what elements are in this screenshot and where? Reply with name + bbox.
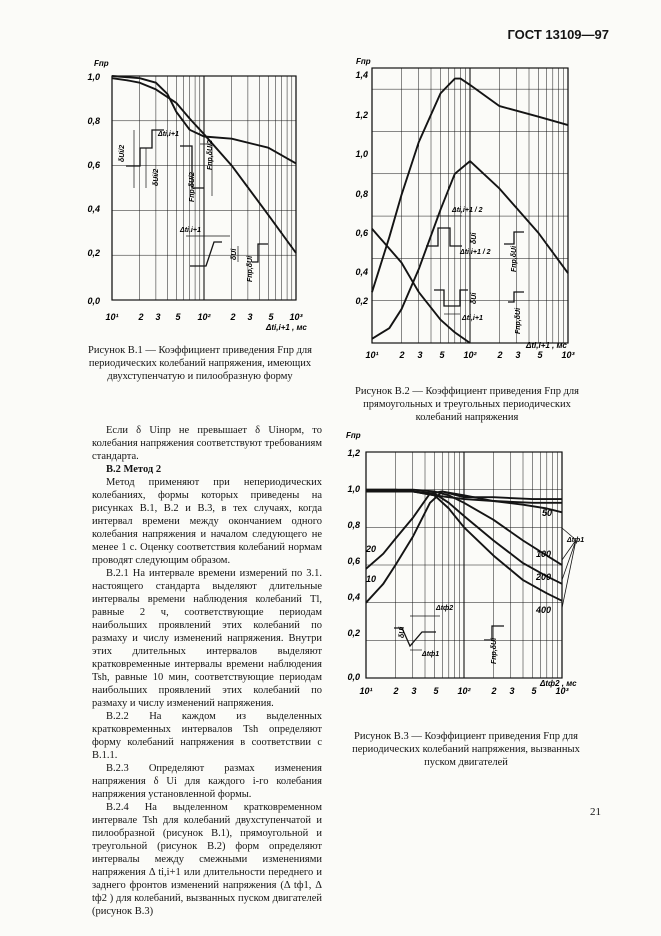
b2-xtick: 2 <box>399 350 405 360</box>
b3-xtick: 10³ <box>555 686 569 696</box>
b3-anno: Δtф1 <box>422 651 440 658</box>
b2-xtick: 3 <box>417 350 423 360</box>
b2-ytick: 1,0 <box>355 149 368 159</box>
b1-xtick: 10¹ <box>105 312 119 322</box>
b2-anno: δUi <box>471 232 478 244</box>
b1-xtick: 3 <box>155 312 161 322</box>
b1-ytick: 0,2 <box>87 248 100 258</box>
paragraph-b24: В.2.4 На выделенном кратковременном интервале Tsh для колебаний двухступенчатой и пилообразной (рисунок В.1), прямоугольной и треугольной (рисунок В.2) форм определяют интервалы между смежными изменениями напряжения Δ ti,i+1 или длительности переднего и заднего фронтов изменений напряжения (Δ tф1, Δ tф2 ) для колебаний, вызванных пуском двигателей (рисунок В.3) <box>92 802 322 917</box>
b3-ytick: 0,6 <box>347 556 360 566</box>
paragraph-b21: В.2.1 На интервале времени измерений по 3.1. настоящего стандарта выделяют длительные интервалы времени наблюдения колебаний Tl, равные 2 ч, соответствующие периодам наибольших проявлений этих колебаний по размаху и числу изменений напряжения. Внутри этих длительных интервалов выделяют кратковременные интервалы времени наблюдения Tsh, равные 10 мин, соответствующие периодам наибольших проявлений этих колебаний по размаху и числу изменений напряжения. <box>92 568 322 709</box>
b2-anno: Δti,i+1 <box>462 315 483 322</box>
b2-xtick: 5 <box>439 350 445 360</box>
figure-b3-xlabel: Δtф2 , мс <box>540 679 577 688</box>
b3-anno: Δtф2 <box>436 605 454 612</box>
figure-b2-xlabel: Δti,i+1 , мс <box>526 341 567 350</box>
figure-b3 <box>344 432 604 722</box>
b3-xtick: 3 <box>411 686 417 696</box>
b3-xtick: 3 <box>509 686 515 696</box>
b2-ytick: 1,2 <box>355 110 368 120</box>
figure-b3-svg <box>344 432 604 722</box>
b1-xtick: 10² <box>197 312 211 322</box>
b3-curve-label: 200 <box>536 572 552 582</box>
b3-curve-label: 400 <box>536 605 552 615</box>
b2-xtick: 5 <box>537 350 543 360</box>
b2-ytick: 0,2 <box>355 296 368 306</box>
b3-ytick: 0,0 <box>347 672 360 682</box>
b1-xtick: 2 <box>230 312 236 322</box>
b1-anno: δUi <box>231 248 238 260</box>
paragraph-method-1: Метод применяют при непериодических колебаниях, формы которых приведены на рисунках В.1, В.2 и В.3, в тех случаях, когда интервал времени между окончанием одного колебания напряжения и началом следующего не менее 1 с. Оценку соответствия колебаний нормам проводят следующим образом. <box>92 477 322 566</box>
b1-anno: Fпр,δU/2 <box>189 172 196 202</box>
b2-anno: δUi <box>471 292 478 304</box>
b2-anno: Δti,i+1 / 2 <box>452 207 483 214</box>
b1-ytick: 0,8 <box>87 116 100 126</box>
b2-xtick: 10² <box>463 350 477 360</box>
b1-ytick: 0,6 <box>87 160 100 170</box>
b1-anno: δUi/2 <box>153 168 160 186</box>
b1-xtick: 10³ <box>289 312 303 322</box>
paragraph-b22: В.2.2 На каждом из выделенных кратковременных интервалов Tsh определяют форму колебаний напряжения в соответствии с В.1.1. <box>92 711 322 761</box>
b2-xtick: 10¹ <box>365 350 379 360</box>
b2-xtick: 3 <box>515 350 521 360</box>
b1-inset-two-step <box>126 130 212 196</box>
b1-anno: Fпр,δUi <box>247 255 254 282</box>
paragraph-b23: В.2.3 Определяют размах изменения напряжения δ Ui для каждого i-го колебания напряжения установленной формы. <box>92 763 322 800</box>
paragraph-intro: Если δ Uiпр не превышает δ Uiнорм, то колебания напряжения соответствуют требованиям стандарта. <box>92 425 322 462</box>
b3-xtick: 10¹ <box>359 686 373 696</box>
figure-b1-ylabel: Fпр <box>94 59 109 68</box>
b3-anno: δUi <box>399 626 406 638</box>
page-number: 21 <box>590 806 601 818</box>
b1-xtick: 5 <box>268 312 274 322</box>
figure-b1-xlabel: Δti,i+1 , мс <box>266 323 307 332</box>
figure-b3-ylabel: Fпр <box>346 431 361 440</box>
b3-xtick: 5 <box>433 686 439 696</box>
b3-ytick: 0,8 <box>347 520 360 530</box>
b1-anno: Δti,i+1 <box>158 131 179 138</box>
b1-xtick: 5 <box>175 312 181 322</box>
figure-b2-svg <box>350 58 590 368</box>
b1-anno: Δti,i+1 <box>180 227 201 234</box>
b2-anno: Fпр,δUi <box>511 245 518 272</box>
figure-b1-caption: Рисунок В.1 — Коэффициент приведения Fпр для периодических колебаний напряжения, имеющих двухступенчатую и пилообразную форму <box>87 345 312 382</box>
b3-curve-label: 100 <box>536 549 552 559</box>
paragraph-method-heading: В.2 Метод 2 <box>106 464 162 475</box>
b2-xtick: 10³ <box>561 350 575 360</box>
b3-curve-label: 50 <box>542 508 553 518</box>
b2-anno: Fпр,δUi <box>515 307 522 334</box>
b3-ytick: 0,2 <box>347 628 360 638</box>
b3-curve-label: 20 <box>366 544 377 554</box>
figure-b2-caption: Рисунок В.2 — Коэффициент приведения Fпр для прямоугольных и треугольных периодических колебаний напряжения <box>354 386 579 423</box>
b2-xtick: 2 <box>497 350 503 360</box>
b3-xtick: 10² <box>457 686 471 696</box>
b3-xtick: 2 <box>491 686 497 696</box>
page-header: ГОСТ 13109—97 <box>507 27 609 42</box>
b1-xtick: 2 <box>138 312 144 322</box>
b3-ytick: 0,4 <box>347 592 360 602</box>
b2-anno: Δti,i+1 / 2 <box>460 249 491 256</box>
b3-xtick: 2 <box>393 686 399 696</box>
b3-curve-label: 10 <box>366 574 377 584</box>
b1-xtick: 3 <box>247 312 253 322</box>
b2-ytick: 0,8 <box>355 189 368 199</box>
b3-xtick: 5 <box>531 686 537 696</box>
figure-b1-svg <box>82 58 322 338</box>
b2-ytick: 0,6 <box>355 228 368 238</box>
b2-ytick: 1,4 <box>355 70 368 80</box>
b3-anno: Fпр,δUi <box>491 637 498 664</box>
b1-anno: Fпр,δU/2 <box>207 140 214 170</box>
b1-anno: δUi/2 <box>119 144 126 162</box>
figure-b3-caption: Рисунок В.3 — Коэффициент приведения Fпр для периодических колебаний напряжения, вызванных пуском двигателей <box>352 731 580 768</box>
b1-inset-sawtooth <box>186 236 268 266</box>
figure-b2 <box>350 58 590 368</box>
b3-curve-label: Δtф1 <box>567 537 585 544</box>
b3-ytick: 1,0 <box>347 484 360 494</box>
b1-ytick: 0,0 <box>87 296 100 306</box>
b1-ytick: 0,4 <box>87 204 100 214</box>
b1-ytick: 1,0 <box>87 72 100 82</box>
b2-ytick: 0,4 <box>355 267 368 277</box>
figure-b1 <box>82 58 322 338</box>
body-text <box>92 424 322 918</box>
b3-ytick: 1,2 <box>347 448 360 458</box>
figure-b2-ylabel: Fпр <box>356 57 371 66</box>
